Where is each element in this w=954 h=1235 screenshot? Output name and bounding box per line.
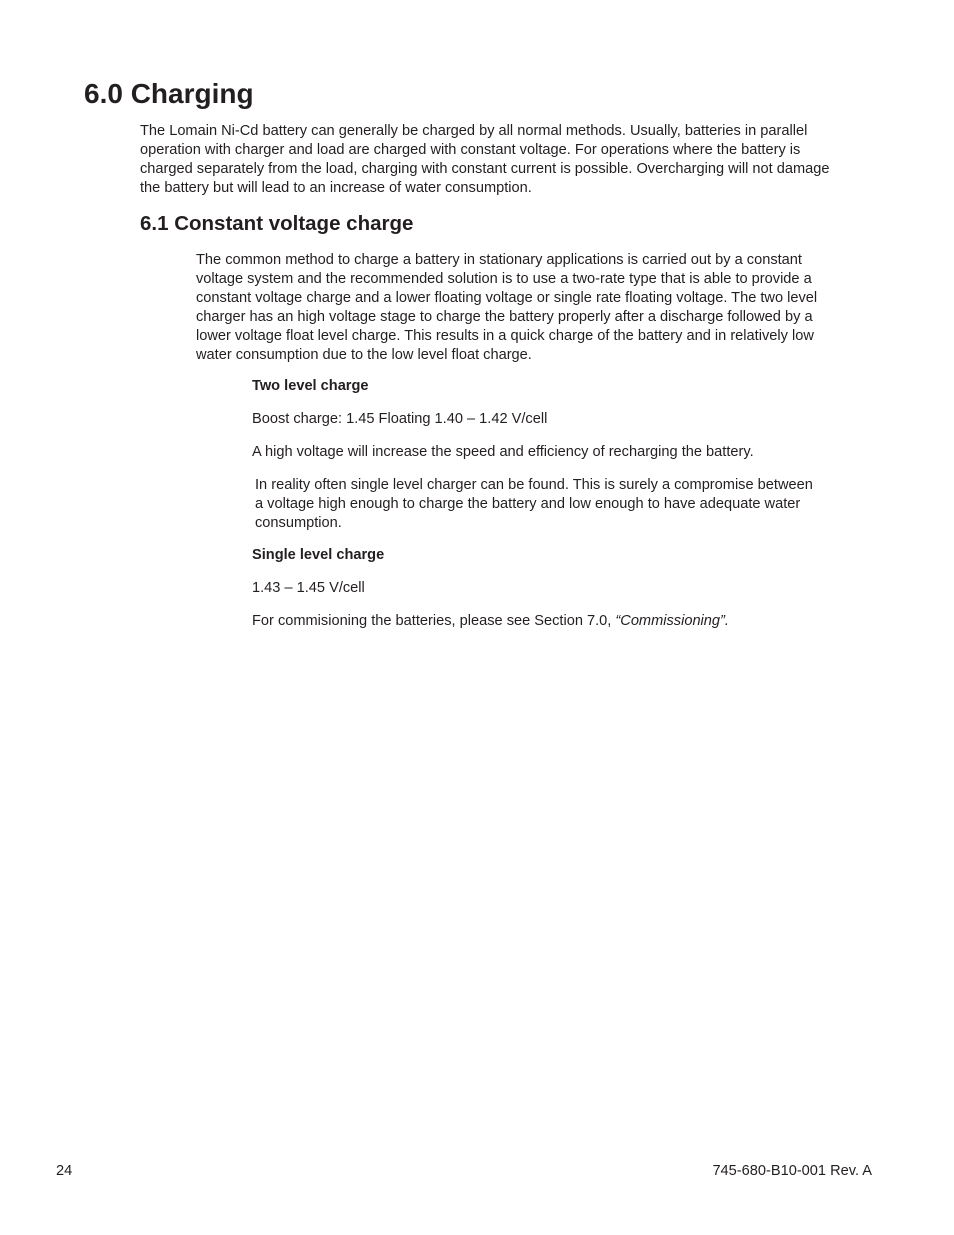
section-heading: 6.0 Charging <box>84 78 254 109</box>
two-level-note: A high voltage will increase the speed and efficiency of recharging the battery. <box>252 444 754 460</box>
commissioning-link[interactable]: “Commissioning”. <box>615 613 729 629</box>
subsection-heading: 6.1 Constant voltage charge <box>140 212 414 235</box>
two-level-title: Two level charge <box>252 378 369 394</box>
page-number: 24 <box>56 1163 73 1179</box>
single-level-title: Single level charge <box>252 547 385 563</box>
subsection-paragraph: The common method to charge a battery in stationary applications is carried out by a constant voltage system and the recommended solution is to use a two-rate type that is able to provide a constant voltage charge and a lower floating voltage or single rate floating voltage. The two level charger has an high voltage stage to charge the battery properly after a discharge followed by a lower voltage float level charge. This results in a quick charge of the battery and in relatively low water consumption due to the low level float charge. <box>196 252 818 363</box>
commissioning-reference <box>252 612 729 631</box>
single-charger-reality-paragraph: In reality often single level charger can be found. This is surely a compromise between a voltage high enough to charge the battery and low enough to have adequate water consumption. <box>255 477 813 531</box>
two-level-values: Boost charge: 1.45 Floating 1.40 – 1.42 V/cell <box>252 411 548 427</box>
commissioning-prefix: For commisioning the batteries, please see Section 7.0, <box>252 613 616 629</box>
single-level-values: 1.43 – 1.45 V/cell <box>252 580 365 596</box>
document-number: 745-680-B10-001 Rev. A <box>712 1163 872 1179</box>
intro-paragraph: The Lomain Ni-Cd battery can generally be charged by all normal methods. Usually, batteries in parallel operation with charger and load are charged with constant voltage. For operations where the battery is charged separately from the load, charging with constant current is possible. Overcharging will not damage the battery but will lead to an increase of water consumption. <box>140 123 830 196</box>
